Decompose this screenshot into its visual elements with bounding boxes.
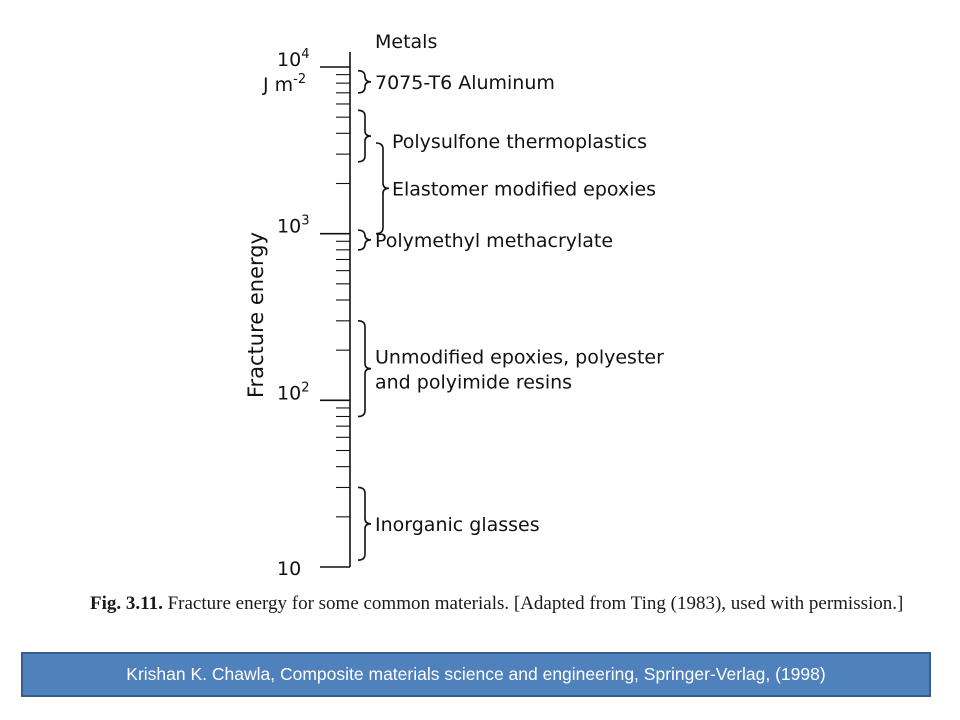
tick-label: $10^2$ (277, 380, 310, 405)
range-bracket (358, 230, 371, 250)
tick-label: $10^4$ (277, 47, 310, 71)
range-label: 7075-T6 Aluminum (375, 71, 555, 94)
figure-caption (90, 592, 910, 615)
figure-caption-text: Fracture energy for some common materials. [Adapted from Ting (1983), used with permission.] (162, 593, 904, 614)
range-bracket (358, 110, 371, 161)
range-brackets (358, 71, 664, 560)
range-bracket (358, 71, 371, 93)
range-bracket (358, 487, 371, 560)
source-citation: Krishan K. Chawla, Composite materials science and engineering, Springer-Verlag, (1998) (126, 664, 826, 684)
unit-label: J $m^{-2}$ (263, 72, 307, 96)
y-axis-label: Fracture energy (244, 231, 268, 399)
tick-labels (262, 47, 309, 580)
range-label: Polymethyl methacrylate (375, 229, 614, 252)
chart-title: Metals (375, 31, 438, 53)
minor-ticks (320, 67, 350, 567)
range-label: Polysulfone thermoplastics (392, 131, 647, 154)
tick-label: $10^3$ (277, 213, 310, 238)
range-label: Inorganic glasses (375, 513, 540, 536)
range-label: Elastomer modified epoxies (392, 178, 657, 201)
range-bracket (376, 143, 389, 234)
source-citation-bar (21, 652, 931, 697)
figure-number: Fig. 3.11. (90, 593, 163, 614)
range-label: and polyimide resins (375, 371, 573, 394)
range-label: Unmodified epoxies, polyester (375, 346, 664, 369)
tick-label: 10 (277, 558, 302, 580)
range-bracket (358, 321, 371, 417)
